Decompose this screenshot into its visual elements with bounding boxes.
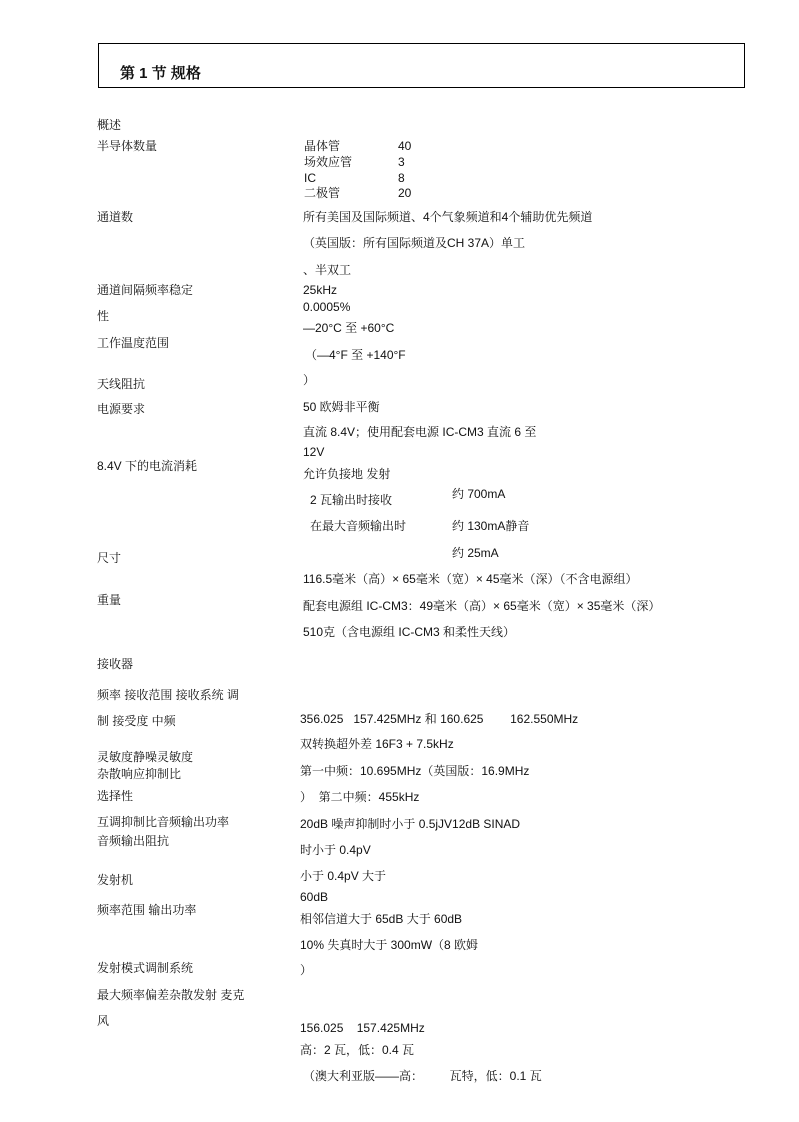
label-dimensions: 尺寸 <box>97 551 122 565</box>
value-squelch-sensitivity: 时小于 0.4pV <box>300 843 371 857</box>
value-tx-frequency-range: 156.025 157.425MHz <box>300 1021 425 1035</box>
value-channels-duplex: 、半双工 <box>303 263 352 277</box>
semiconductor-type: IC <box>304 171 316 185</box>
value-channels-uk: （英国版：所有国际频道及CH 37A）单工 <box>303 236 526 250</box>
transmitter-heading: 发射机 <box>97 873 134 887</box>
value-first-if: 第一中频：10.695MHz（英国版：16.9MHz <box>300 764 530 778</box>
value-dimensions: 116.5毫米（高）× 65毫米（宽）× 45毫米（深）（不含电源组） <box>303 572 638 586</box>
value-power-requirement-cont: 12V <box>303 445 325 459</box>
semiconductor-type: 二极管 <box>304 186 341 200</box>
label-weight: 重量 <box>97 593 122 607</box>
label-audio-impedance: 音频输出阻抗 <box>97 834 170 848</box>
label-stability-continued: 性 <box>97 309 110 323</box>
label-channel-spacing-stability: 通道间隔频率稳定 <box>97 283 194 297</box>
label-tx-frequency-power: 频率范围 输出功率 <box>97 903 197 917</box>
section-title: 第 1 节 规格 <box>120 65 201 82</box>
label-antenna-impedance: 天线阻抗 <box>97 377 146 391</box>
current-squelch-value: 约 25mA <box>452 546 499 560</box>
value-receive-range: 356.025 157.425MHz 和 160.625 162.550MHz <box>300 712 579 726</box>
current-max-audio-value: 约 130mA静音 <box>452 519 530 533</box>
section-header-box <box>98 43 745 88</box>
receiver-heading: 接收器 <box>97 657 134 671</box>
value-power-requirement: 直流 8.4V；使用配套电源 IC-CM3 直流 6 至 <box>303 425 537 439</box>
semiconductor-count: 8 <box>398 171 405 185</box>
general-heading: 概述 <box>97 118 122 132</box>
value-sensitivity: 20dB 噪声抑制时小于 0.5jJV12dB SINAD <box>300 817 521 831</box>
value-channels: 所有美国及国际频道、4个气象频道和4个辅助优先频道 <box>303 210 593 224</box>
value-channel-spacing: 25kHz <box>303 283 338 297</box>
label-sensitivity: 灵敏度静噪灵敏度 <box>97 750 194 764</box>
value-second-if: ） 第二中频：455kHz <box>300 790 420 804</box>
value-frequency-stability: 0.0005% <box>303 300 351 314</box>
value-audio-output: 10% 失真时大于 300mW（8 欧姆 <box>300 938 479 952</box>
value-temperature-celsius: —20°C 至 +60°C <box>303 321 395 335</box>
label-semiconductor-count: 半导体数量 <box>97 139 158 153</box>
semiconductor-count: 20 <box>398 186 412 200</box>
value-tx-output-power: 高：2 瓦，低：0.4 瓦 <box>300 1043 415 1057</box>
label-selectivity: 选择性 <box>97 789 134 803</box>
label-operating-temperature: 工作温度范围 <box>97 336 170 350</box>
value-temperature-close: ） <box>303 373 316 387</box>
current-transmit-label: 2 瓦输出时接收 <box>310 493 393 507</box>
label-tx-mic-continued: 风 <box>97 1014 110 1028</box>
semiconductor-count: 40 <box>398 139 412 153</box>
value-spurious-db: 60dB <box>300 890 329 904</box>
value-battery-dimensions: 配套电源组 IC-CM3：49毫米（高）× 65毫米（宽）× 35毫米（深） <box>303 599 661 613</box>
semiconductor-count: 3 <box>398 155 405 169</box>
value-temperature-fahrenheit: （—4°F 至 +140°F <box>305 348 406 362</box>
value-spurious: 小于 0.4pV 大于 <box>300 869 387 883</box>
label-receiver-row: 频率 接收范围 接收系统 调 <box>97 688 240 702</box>
label-power-requirement: 电源要求 <box>97 402 146 416</box>
label-receiver-row: 制 接受度 中频 <box>97 714 176 728</box>
value-audio-output-close: ） <box>300 963 313 977</box>
label-channels: 通道数 <box>97 210 134 224</box>
value-tx-output-power-au: （澳大利亚版——高： 瓦特，低：0.1 瓦 <box>303 1069 542 1083</box>
value-receive-system: 双转换超外差 16F3 + 7.5kHz <box>300 737 454 751</box>
current-transmit-value: 约 700mA <box>452 487 506 501</box>
value-antenna-impedance: 50 欧姆非平衡 <box>303 400 380 414</box>
current-max-audio-label: 在最大音频输出时 <box>310 519 407 533</box>
label-intermod-audio-output: 互调抑制比音频输出功率 <box>97 815 230 829</box>
label-tx-deviation-spurious-mic: 最大频率偏差杂散发射 麦克 <box>97 988 245 1002</box>
value-weight: 510克（含电源组 IC-CM3 和柔性天线） <box>303 625 516 639</box>
semiconductor-type: 晶体管 <box>304 139 341 153</box>
value-negative-ground: 允许负接地 发射 <box>303 467 391 481</box>
value-selectivity: 相邻信道大于 65dB 大于 60dB <box>300 912 463 926</box>
label-current-drain: 8.4V 下的电流消耗 <box>97 459 198 473</box>
label-spurious-rejection: 杂散响应抑制比 <box>97 767 182 781</box>
label-tx-emission-modulation: 发射模式调制系统 <box>97 961 194 975</box>
semiconductor-type: 场效应管 <box>304 155 353 169</box>
